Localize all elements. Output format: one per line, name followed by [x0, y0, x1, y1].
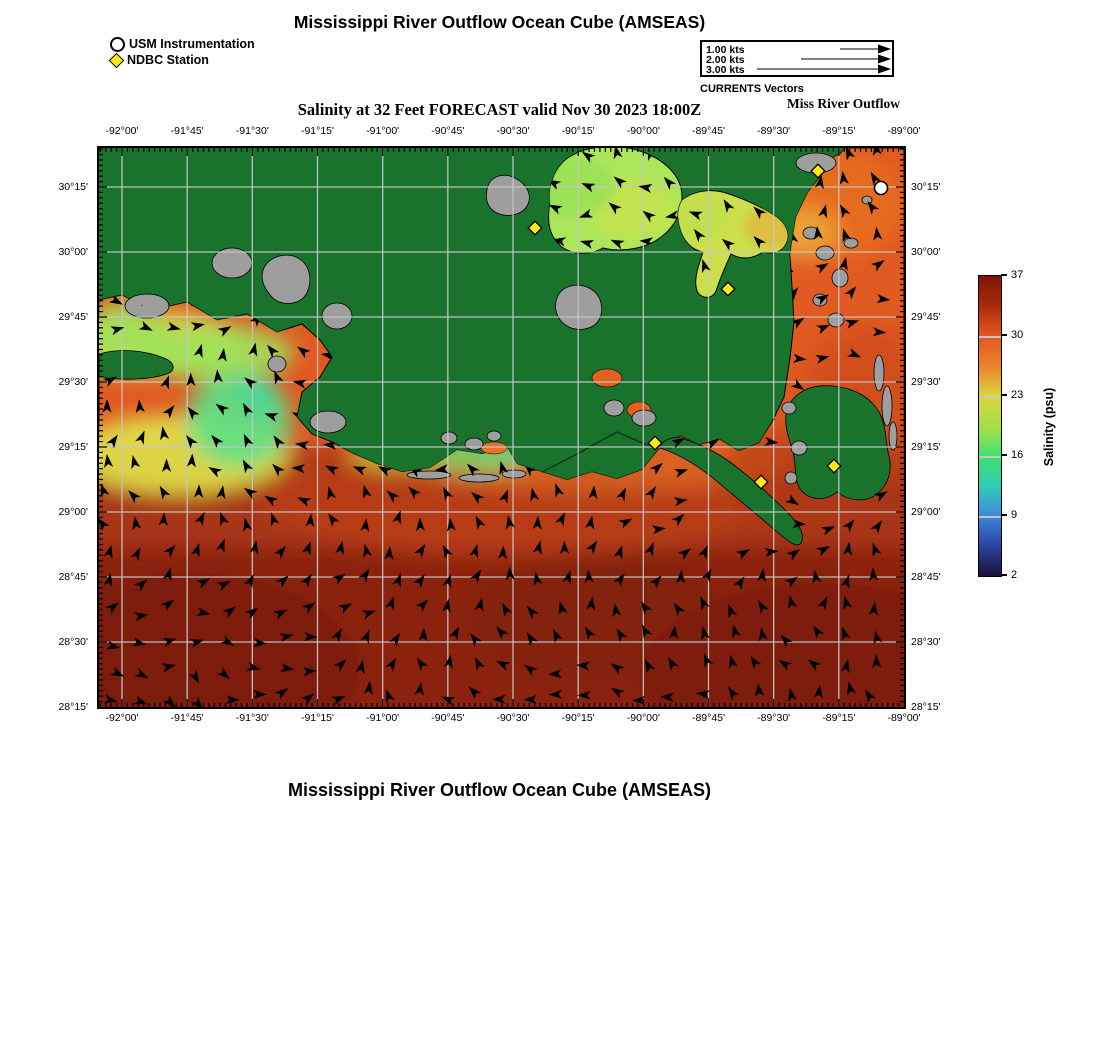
x-tick-label-bottom: -89°00' — [887, 712, 921, 724]
vector-scale-box — [700, 40, 894, 77]
x-tick-label-bottom: -91°30' — [235, 712, 269, 724]
x-tick-label-bottom: -90°30' — [496, 712, 530, 724]
x-tick-label-bottom: -89°45' — [691, 712, 726, 724]
colorbar-axis-label: Salinity (psu) — [1042, 387, 1056, 467]
colorbar-tick-value: 30 — [1011, 329, 1024, 341]
colorbar-tickmark — [1001, 574, 1007, 576]
colorbar-tickmark — [1001, 514, 1007, 516]
region-label: Miss River Outflow — [787, 96, 900, 111]
x-tick-label-bottom: -92°00' — [105, 712, 139, 724]
x-tick-label-bottom: -91°00' — [366, 712, 400, 724]
x-tick-label-top: -90°00' — [626, 125, 660, 137]
map-subtitle: Salinity at 32 Feet FORECAST valid Nov 30 2023 18:00Z — [297, 100, 702, 119]
x-tick-label-bottom: -89°15' — [822, 712, 856, 724]
ndbc-legend-label: NDBC Station — [127, 53, 209, 67]
colorbar-tick-value: 9 — [1011, 509, 1018, 521]
usm-instrument-marker — [875, 182, 888, 195]
colorbar-tickmark — [1001, 334, 1007, 336]
y-tick-label-left: 28°30' — [58, 636, 88, 648]
y-tick-label-right: 28°15' — [911, 701, 941, 713]
x-tick-label-top: -92°00' — [105, 125, 139, 137]
colorbar-tick-value: 37 — [1011, 269, 1024, 281]
map-canvas — [97, 146, 906, 709]
marker-legend — [110, 36, 255, 68]
colorbar — [978, 275, 1002, 577]
page-title: Mississippi River Outflow Ocean Cube (AMSEAS) — [293, 12, 706, 32]
ndbc-diamond-icon — [109, 52, 125, 68]
vector-scale-entry: 1.00 kts — [706, 44, 745, 56]
y-tick-label-left: 29°00' — [58, 506, 88, 518]
y-tick-label-left: 30°00' — [58, 246, 88, 258]
y-tick-label-right: 30°00' — [911, 246, 941, 258]
colorbar-gridline — [979, 396, 1001, 398]
x-tick-label-top: -89°30' — [757, 125, 791, 137]
x-tick-label-top: -91°30' — [235, 125, 269, 137]
colorbar-tickmark — [1001, 454, 1007, 456]
colorbar-tickmark — [1001, 274, 1007, 276]
x-tick-label-top: -89°00' — [887, 125, 921, 137]
vector-scale-entry: 3.00 kts — [706, 64, 745, 75]
colorbar-gridline — [979, 516, 1001, 518]
y-tick-label-right: 30°15' — [911, 181, 941, 193]
x-tick-label-top: -91°15' — [300, 125, 335, 137]
y-tick-label-left: 28°45' — [58, 571, 88, 583]
x-tick-label-top: -90°30' — [496, 125, 530, 137]
usm-legend-row — [110, 36, 255, 52]
salinity-map — [99, 148, 904, 707]
x-tick-label-top: -90°15' — [561, 125, 595, 137]
colorbar-tick-value: 16 — [1011, 449, 1024, 461]
vector-scale-arrows — [702, 42, 892, 75]
x-tick-label-top: -89°45' — [691, 125, 726, 137]
vector-scale-entry: 2.00 kts — [706, 54, 745, 66]
y-tick-label-right: 28°45' — [911, 571, 941, 583]
colorbar-tickmark — [1001, 394, 1007, 396]
y-tick-label-left: 30°15' — [58, 181, 88, 193]
y-tick-label-right: 29°00' — [911, 506, 941, 518]
y-tick-label-left: 29°30' — [58, 376, 88, 388]
y-tick-label-left: 29°45' — [58, 311, 88, 323]
colorbar-tick-value: 2 — [1011, 569, 1018, 581]
y-tick-label-right: 29°30' — [911, 376, 941, 388]
y-tick-label-right: 29°15' — [911, 441, 941, 453]
usm-circle-icon — [110, 37, 125, 52]
x-tick-label-top: -89°15' — [822, 125, 856, 137]
x-tick-label-bottom: -90°00' — [626, 712, 660, 724]
colorbar-gridline — [979, 456, 1001, 458]
x-tick-label-top: -91°00' — [366, 125, 400, 137]
x-tick-label-top: -91°45' — [170, 125, 204, 137]
x-tick-label-bottom: -91°45' — [170, 712, 204, 724]
y-tick-label-left: 29°15' — [58, 441, 88, 453]
x-tick-label-bottom: -91°15' — [300, 712, 335, 724]
x-tick-label-bottom: -89°30' — [757, 712, 791, 724]
vector-scale-caption: CURRENTS Vectors — [700, 83, 804, 95]
colorbar-gridline — [979, 336, 1001, 338]
usm-legend-label: USM Instrumentation — [129, 37, 255, 51]
x-tick-label-bottom: -90°45' — [431, 712, 465, 724]
x-tick-label-bottom: -90°15' — [561, 712, 595, 724]
colorbar-tick-value: 23 — [1011, 389, 1024, 401]
bottom-page-title: Mississippi River Outflow Ocean Cube (AMSEAS) — [287, 780, 712, 800]
y-tick-label-left: 28°15' — [58, 701, 88, 713]
y-tick-label-right: 29°45' — [911, 311, 941, 323]
ndbc-legend-row — [110, 52, 255, 68]
y-tick-label-right: 28°30' — [911, 636, 941, 648]
x-tick-label-top: -90°45' — [431, 125, 465, 137]
